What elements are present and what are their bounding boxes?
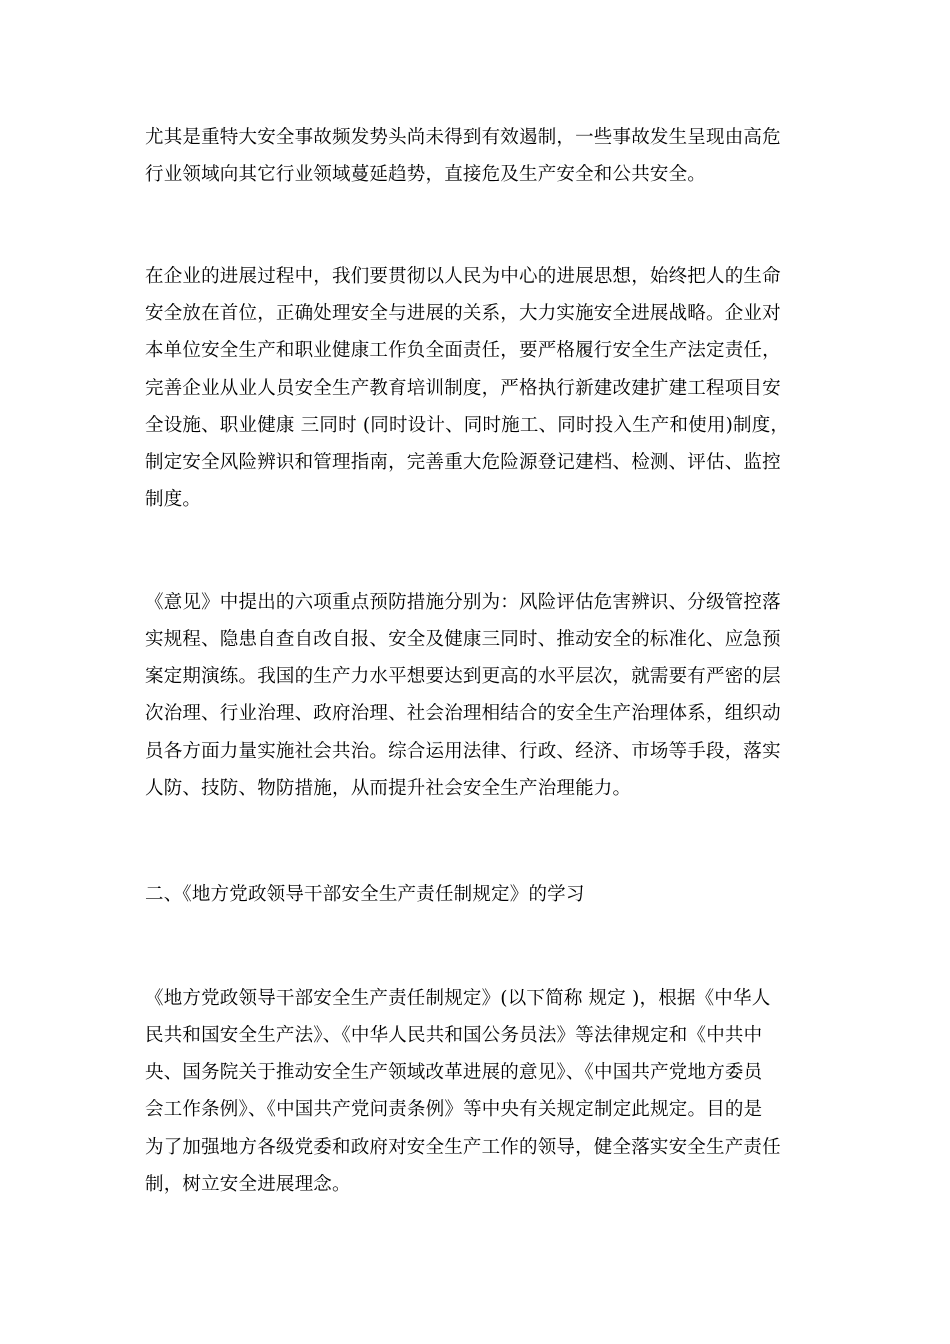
paragraph-5-line-1: 《地方党政领导干部安全生产责任制规定》(以下简称 规定 )，根据《中华人 [145, 988, 771, 1009]
paragraph-2-line-1: 在企业的进展过程中，我们要贯彻以人民为中心的进展思想，始终把人的生命 [145, 266, 781, 287]
paragraph-3-line-2: 实规程、隐患自查自改自报、安全及健康三同时、推动安全的标准化、应急预 [145, 629, 781, 650]
paragraph-3-line-3: 案定期演练。我国的生产力水平想要达到更高的水平层次，就需要有严密的层 [145, 666, 781, 687]
paragraph-5-line-4: 会工作条例》、《中国共产党问责条例》等中央有关规定制定此规定。目的是 [145, 1099, 763, 1120]
paragraph-5-line-6: 制，树立安全进展理念。 [145, 1174, 351, 1195]
paragraph-5-line-2: 民共和国安全生产法》、《中华人民共和国公务员法》等法律规定和《中共中 [145, 1025, 763, 1046]
paragraph-2-line-7: 制度。 [145, 489, 202, 510]
paragraph-2-line-4: 完善企业从业人员安全生产教育培训制度，严格执行新建改建扩建工程项目安 [145, 378, 781, 399]
paragraph-1-line-2: 行业领域向其它行业领域蔓延趋势，直接危及生产安全和公共安全。 [145, 164, 707, 185]
paragraph-5-line-3: 央、国务院关于推动安全生产领域改革进展的意见》、《中国共产党地方委员 [145, 1062, 763, 1083]
paragraph-3-line-1: 《意见》中提出的六项重点预防措施分别为：风险评估危害辨识、分级管控落 [145, 592, 781, 613]
paragraph-2-line-5: 全设施、职业健康 三同时 (同时设计、同时施工、同时投入生产和使用)制度， [145, 415, 790, 436]
paragraph-2-line-6: 制定安全风险辨识和管理指南，完善重大危险源登记建档、检测、评估、监控 [145, 452, 781, 473]
paragraph-3-line-5: 员各方面力量实施社会共治。综合运用法律、行政、经济、市场等手段，落实 [145, 741, 781, 762]
paragraph-2-line-3: 本单位安全生产和职业健康工作负全面责任，要严格履行安全生产法定责任， [145, 340, 781, 361]
paragraph-3-line-6: 人防、技防、物防措施，从而提升社会安全生产治理能力。 [145, 778, 632, 799]
section-heading: 二、《地方党政领导干部安全生产责任制规定》的学习 [145, 884, 585, 905]
paragraph-1-line-1: 尤其是重特大安全事故频发势头尚未得到有效遏制，一些事故发生呈现由高危 [145, 127, 781, 148]
paragraph-5-line-5: 为了加强地方各级党委和政府对安全生产工作的领导，健全落实安全生产责任 [145, 1137, 781, 1158]
paragraph-3-line-4: 次治理、行业治理、政府治理、社会治理相结合的安全生产治理体系，组织动 [145, 703, 781, 724]
paragraph-2-line-2: 安全放在首位，正确处理安全与进展的关系，大力实施安全进展战略。企业对 [145, 303, 781, 324]
